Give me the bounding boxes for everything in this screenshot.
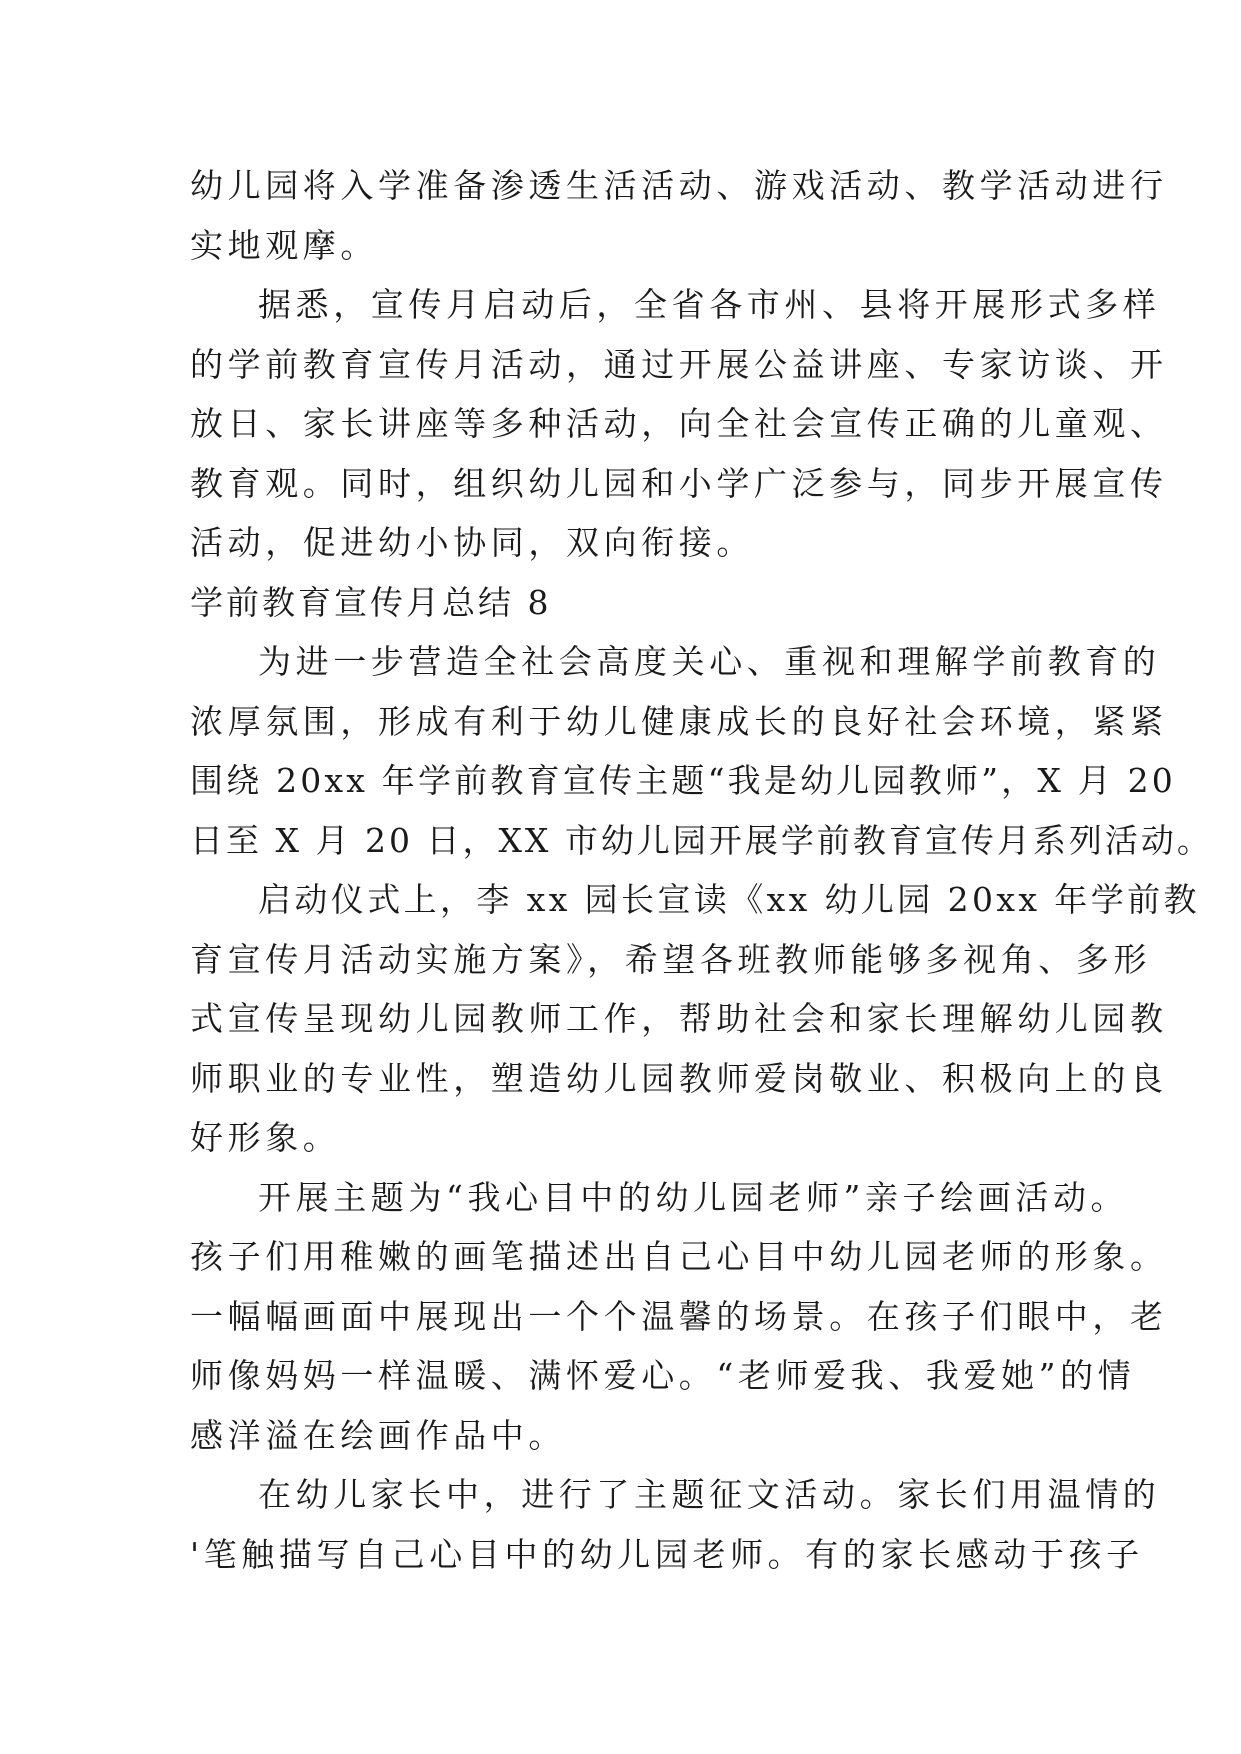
text-line: 式宣传呈现幼儿园教师工作，帮助社会和家长理解幼儿园教 xyxy=(190,999,1168,1038)
text-line: 的学前教育宣传月活动，通过开展公益讲座、专家访谈、开 xyxy=(190,344,1168,384)
text-line: '笔触描写自己心目中的幼儿园老师。有的家长感动于孩子 xyxy=(190,1534,1144,1574)
text-line: 一幅幅画面中展现出一个个温馨的场景。在孩子们眼中，老 xyxy=(190,1296,1168,1336)
text-line: 育宣传月活动实施方案》，希望各班教师能够多视角、多形 xyxy=(190,939,1152,979)
text-line: 教育观。同时，组织幼儿园和小学广泛参与，同步开展宣传 xyxy=(190,463,1168,503)
text-line: 日至 X 月 20 日，XX 市幼儿园开展学前教育宣传月系列活动。 xyxy=(190,820,1213,860)
text-line: 师职业的专业性，塑造幼儿园教师爱岗敬业、积极向上的良 xyxy=(190,1058,1168,1098)
paragraph-start-line: 在幼儿家长中，进行了主题征文活动。家长们用温情的 xyxy=(258,1475,1161,1514)
paragraph-start-line: 为进一步营造全社会高度关心、重视和理解学前教育的 xyxy=(258,642,1161,681)
text-line: 感洋溢在绘画作品中。 xyxy=(190,1415,566,1455)
section-heading: 学前教育宣传月总结 8 xyxy=(190,582,552,622)
text-line: 围绕 20xx 年学前教育宣传主题“我是幼儿园教师”，X 月 20 xyxy=(190,761,1176,800)
paragraph-start-line: 据悉，宣传月启动后，全省各市州、县将开展形式多样 xyxy=(258,285,1161,324)
text-line: 活动，促进幼小协同，双向衔接。 xyxy=(190,523,754,562)
text-line: 放日、家长讲座等多种活动，向全社会宣传正确的儿童观、 xyxy=(190,404,1168,443)
text-line: 实地观摩。 xyxy=(190,225,378,265)
paragraph-start-line: 启动仪式上，李 xx 园长宣读《xx 幼儿园 20xx 年学前教 xyxy=(258,880,1200,919)
text-line: 好形象。 xyxy=(190,1118,341,1157)
paragraph-start-line: 开展主题为“我心目中的幼儿园老师”亲子绘画活动。 xyxy=(258,1177,1129,1217)
text-line: 幼儿园将入学准备渗透生活活动、游戏活动、教学活动进行 xyxy=(190,166,1168,205)
text-line: 浓厚氛围，形成有利于幼儿健康成长的良好社会环境，紧紧 xyxy=(190,701,1168,741)
text-line: 师像妈妈一样温暖、满怀爱心。“老师爱我、我爱她”的情 xyxy=(190,1356,1136,1395)
text-line: 孩子们用稚嫩的画笔描述出自己心目中幼儿园老师的形象。 xyxy=(190,1237,1168,1276)
document-body xyxy=(190,156,1213,1584)
